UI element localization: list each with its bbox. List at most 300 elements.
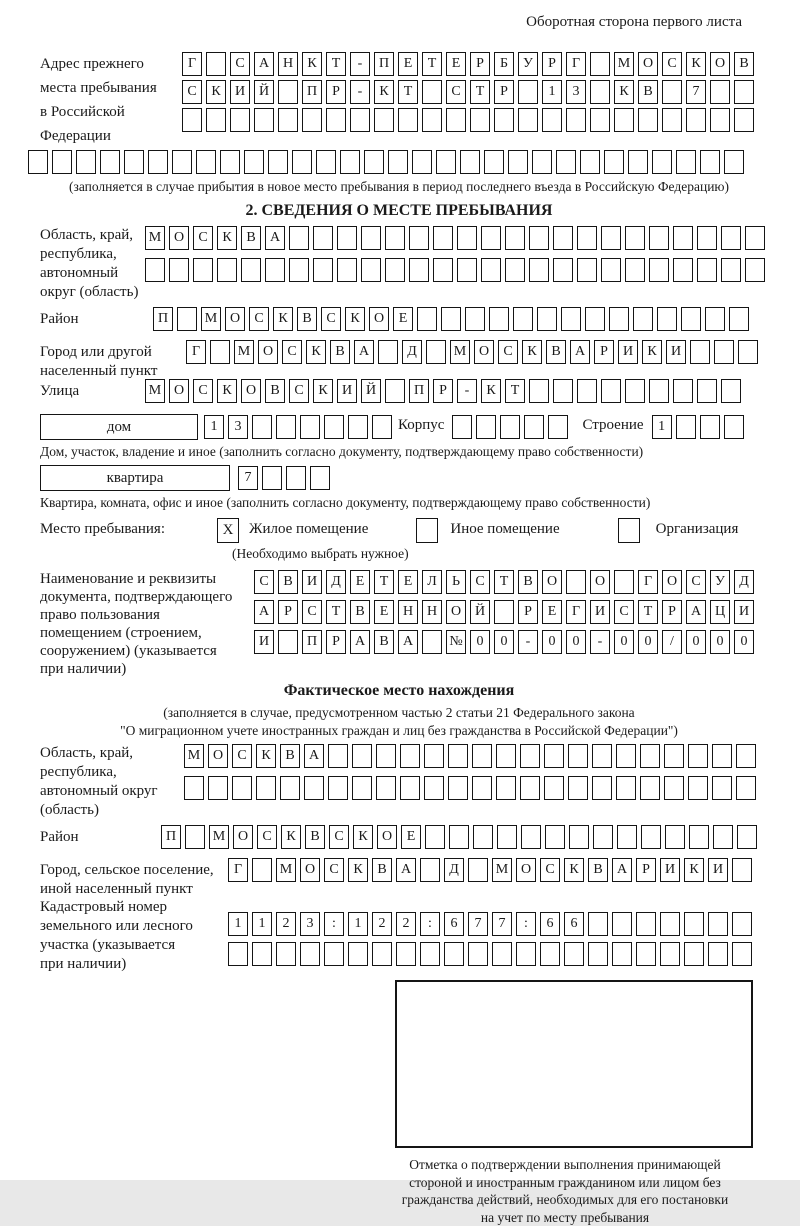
form-cell[interactable] <box>590 108 610 132</box>
form-cell[interactable] <box>736 744 756 768</box>
form-cell[interactable]: О <box>233 825 253 849</box>
form-cell[interactable]: 6 <box>564 912 584 936</box>
form-cell[interactable] <box>520 744 540 768</box>
form-cell[interactable] <box>640 744 660 768</box>
form-cell[interactable] <box>537 307 557 331</box>
form-cell[interactable] <box>422 80 442 104</box>
form-cell[interactable] <box>278 108 298 132</box>
form-cell[interactable]: А <box>612 858 632 882</box>
form-cell[interactable] <box>185 825 205 849</box>
form-cell[interactable]: 0 <box>710 630 730 654</box>
form-cell[interactable] <box>529 226 549 250</box>
form-cell[interactable] <box>553 258 573 282</box>
form-cell[interactable]: Л <box>422 570 442 594</box>
form-cell[interactable]: В <box>280 744 300 768</box>
form-cell[interactable]: С <box>289 379 309 403</box>
form-cell[interactable]: А <box>354 340 374 364</box>
form-cell[interactable] <box>420 858 440 882</box>
form-cell[interactable]: М <box>614 52 634 76</box>
form-cell[interactable] <box>569 825 589 849</box>
form-cell[interactable]: 0 <box>638 630 658 654</box>
form-cell[interactable] <box>372 415 392 439</box>
form-cell[interactable]: С <box>193 226 213 250</box>
form-cell[interactable]: С <box>254 570 274 594</box>
form-cell[interactable] <box>710 80 730 104</box>
form-cell[interactable]: С <box>302 600 322 624</box>
form-cell[interactable]: Г <box>566 600 586 624</box>
form-cell[interactable] <box>636 912 656 936</box>
form-cell[interactable]: 7 <box>686 80 706 104</box>
form-cell[interactable] <box>590 52 610 76</box>
form-cell[interactable]: К <box>348 858 368 882</box>
form-cell[interactable]: Н <box>278 52 298 76</box>
form-cell[interactable] <box>566 108 586 132</box>
form-cell[interactable] <box>497 825 517 849</box>
form-cell[interactable]: 1 <box>204 415 224 439</box>
form-cell[interactable] <box>708 912 728 936</box>
form-cell[interactable]: Е <box>398 570 418 594</box>
form-cell[interactable] <box>721 379 741 403</box>
form-cell[interactable] <box>673 258 693 282</box>
form-cell[interactable] <box>220 150 240 174</box>
form-cell[interactable] <box>276 415 296 439</box>
form-cell[interactable]: 2 <box>276 912 296 936</box>
form-cell[interactable]: 1 <box>252 912 272 936</box>
form-cell[interactable] <box>326 108 346 132</box>
form-cell[interactable] <box>614 108 634 132</box>
form-cell[interactable]: Д <box>402 340 422 364</box>
form-cell[interactable] <box>625 258 645 282</box>
form-cell[interactable]: : <box>420 912 440 936</box>
form-cell[interactable] <box>690 340 710 364</box>
form-cell[interactable]: / <box>662 630 682 654</box>
form-cell[interactable] <box>400 776 420 800</box>
checkbox-other-premises[interactable] <box>416 518 438 543</box>
form-cell[interactable] <box>481 226 501 250</box>
form-cell[interactable]: 1 <box>542 80 562 104</box>
form-cell[interactable] <box>276 942 296 966</box>
form-cell[interactable]: № <box>446 630 466 654</box>
form-cell[interactable] <box>460 150 480 174</box>
form-cell[interactable]: В <box>350 600 370 624</box>
form-cell[interactable] <box>556 150 576 174</box>
form-cell[interactable] <box>217 258 237 282</box>
form-cell[interactable] <box>210 340 230 364</box>
form-cell[interactable] <box>660 942 680 966</box>
form-cell[interactable]: С <box>257 825 277 849</box>
form-cell[interactable] <box>348 942 368 966</box>
form-cell[interactable] <box>601 258 621 282</box>
form-cell[interactable]: У <box>710 570 730 594</box>
form-cell[interactable]: А <box>304 744 324 768</box>
form-cell[interactable] <box>568 776 588 800</box>
form-cell[interactable]: К <box>306 340 326 364</box>
form-cell[interactable] <box>470 108 490 132</box>
form-cell[interactable] <box>425 825 445 849</box>
form-cell[interactable] <box>529 258 549 282</box>
form-cell[interactable] <box>712 776 732 800</box>
form-cell[interactable] <box>232 776 252 800</box>
form-cell[interactable] <box>348 415 368 439</box>
form-cell[interactable]: Б <box>494 52 514 76</box>
form-cell[interactable] <box>385 226 405 250</box>
form-cell[interactable]: И <box>708 858 728 882</box>
form-cell[interactable]: Р <box>494 80 514 104</box>
form-cell[interactable] <box>673 226 693 250</box>
form-cell[interactable] <box>385 258 405 282</box>
form-cell[interactable]: О <box>710 52 730 76</box>
form-cell[interactable] <box>465 307 485 331</box>
form-cell[interactable]: Ц <box>710 600 730 624</box>
form-cell[interactable]: М <box>209 825 229 849</box>
form-cell[interactable]: 0 <box>614 630 634 654</box>
form-cell[interactable]: С <box>540 858 560 882</box>
form-cell[interactable]: К <box>353 825 373 849</box>
form-cell[interactable] <box>444 942 464 966</box>
form-cell[interactable] <box>601 379 621 403</box>
form-cell[interactable]: В <box>241 226 261 250</box>
form-cell[interactable]: А <box>254 52 274 76</box>
form-cell[interactable] <box>364 150 384 174</box>
form-cell[interactable]: Р <box>278 600 298 624</box>
form-cell[interactable] <box>580 150 600 174</box>
form-cell[interactable]: О <box>638 52 658 76</box>
form-cell[interactable] <box>520 776 540 800</box>
form-cell[interactable]: 1 <box>652 415 672 439</box>
form-cell[interactable]: Р <box>636 858 656 882</box>
form-cell[interactable] <box>52 150 72 174</box>
form-cell[interactable] <box>400 744 420 768</box>
form-cell[interactable]: К <box>614 80 634 104</box>
form-cell[interactable]: К <box>206 80 226 104</box>
form-cell[interactable]: О <box>225 307 245 331</box>
form-cell[interactable]: К <box>374 80 394 104</box>
form-cell[interactable]: 3 <box>300 912 320 936</box>
form-cell[interactable] <box>700 415 720 439</box>
form-cell[interactable] <box>616 776 636 800</box>
form-cell[interactable]: С <box>324 858 344 882</box>
form-cell[interactable] <box>350 108 370 132</box>
form-cell[interactable]: Й <box>254 80 274 104</box>
form-cell[interactable]: С <box>232 744 252 768</box>
form-cell[interactable] <box>662 80 682 104</box>
form-cell[interactable] <box>544 744 564 768</box>
form-cell[interactable] <box>328 744 348 768</box>
form-cell[interactable] <box>684 912 704 936</box>
form-cell[interactable] <box>302 108 322 132</box>
form-cell[interactable] <box>436 150 456 174</box>
form-cell[interactable]: М <box>276 858 296 882</box>
form-cell[interactable]: В <box>330 340 350 364</box>
form-cell[interactable] <box>412 150 432 174</box>
form-cell[interactable]: О <box>474 340 494 364</box>
form-cell[interactable]: П <box>161 825 181 849</box>
form-cell[interactable] <box>378 340 398 364</box>
form-cell[interactable]: Г <box>566 52 586 76</box>
form-cell[interactable]: Т <box>326 52 346 76</box>
form-cell[interactable] <box>721 258 741 282</box>
form-cell[interactable]: - <box>518 630 538 654</box>
form-cell[interactable] <box>484 150 504 174</box>
form-cell[interactable] <box>524 415 544 439</box>
form-cell[interactable] <box>609 307 629 331</box>
form-cell[interactable]: О <box>542 570 562 594</box>
form-cell[interactable]: С <box>321 307 341 331</box>
checkbox-organization[interactable] <box>618 518 640 543</box>
form-cell[interactable] <box>206 108 226 132</box>
form-cell[interactable] <box>148 150 168 174</box>
form-cell[interactable] <box>601 226 621 250</box>
form-cell[interactable] <box>457 226 477 250</box>
form-cell[interactable] <box>636 942 656 966</box>
form-cell[interactable] <box>553 226 573 250</box>
form-cell[interactable] <box>361 258 381 282</box>
form-cell[interactable] <box>592 744 612 768</box>
form-cell[interactable] <box>612 912 632 936</box>
form-cell[interactable]: А <box>350 630 370 654</box>
form-cell[interactable]: И <box>230 80 250 104</box>
form-cell[interactable]: Д <box>444 858 464 882</box>
form-cell[interactable] <box>700 150 720 174</box>
form-cell[interactable]: М <box>201 307 221 331</box>
form-cell[interactable]: П <box>374 52 394 76</box>
form-cell[interactable]: С <box>686 570 706 594</box>
form-cell[interactable]: Е <box>350 570 370 594</box>
form-cell[interactable]: 7 <box>468 912 488 936</box>
form-cell[interactable] <box>686 108 706 132</box>
form-cell[interactable]: 3 <box>566 80 586 104</box>
form-cell[interactable] <box>254 108 274 132</box>
form-cell[interactable]: 0 <box>686 630 706 654</box>
form-cell[interactable] <box>516 942 536 966</box>
form-cell[interactable]: Т <box>326 600 346 624</box>
form-cell[interactable]: Е <box>393 307 413 331</box>
form-cell[interactable]: Р <box>470 52 490 76</box>
form-cell[interactable] <box>662 108 682 132</box>
form-cell[interactable] <box>352 776 372 800</box>
form-cell[interactable]: К <box>217 226 237 250</box>
form-cell[interactable] <box>588 912 608 936</box>
form-cell[interactable] <box>738 340 758 364</box>
form-cell[interactable] <box>337 258 357 282</box>
form-cell[interactable] <box>500 415 520 439</box>
form-cell[interactable]: К <box>217 379 237 403</box>
form-cell[interactable] <box>496 776 516 800</box>
form-cell[interactable] <box>337 226 357 250</box>
form-cell[interactable]: Д <box>734 570 754 594</box>
form-cell[interactable] <box>328 776 348 800</box>
form-cell[interactable]: А <box>254 600 274 624</box>
form-cell[interactable] <box>628 150 648 174</box>
form-cell[interactable]: Й <box>361 379 381 403</box>
form-cell[interactable]: Т <box>638 600 658 624</box>
form-cell[interactable] <box>177 307 197 331</box>
form-cell[interactable]: О <box>169 379 189 403</box>
form-cell[interactable] <box>252 415 272 439</box>
form-cell[interactable] <box>300 415 320 439</box>
form-cell[interactable]: С <box>470 570 490 594</box>
form-cell[interactable] <box>278 630 298 654</box>
form-cell[interactable] <box>286 466 306 490</box>
form-cell[interactable] <box>396 942 416 966</box>
form-cell[interactable]: О <box>241 379 261 403</box>
form-cell[interactable] <box>681 307 701 331</box>
form-cell[interactable]: О <box>377 825 397 849</box>
form-cell[interactable] <box>652 150 672 174</box>
form-cell[interactable] <box>612 942 632 966</box>
form-cell[interactable]: К <box>313 379 333 403</box>
form-cell[interactable] <box>433 226 453 250</box>
form-cell[interactable] <box>452 415 472 439</box>
form-cell[interactable] <box>590 80 610 104</box>
form-cell[interactable] <box>566 570 586 594</box>
form-cell[interactable] <box>422 630 442 654</box>
form-cell[interactable] <box>577 258 597 282</box>
form-cell[interactable]: В <box>305 825 325 849</box>
form-cell[interactable] <box>494 108 514 132</box>
form-cell[interactable] <box>505 258 525 282</box>
form-cell[interactable] <box>494 600 514 624</box>
form-cell[interactable]: И <box>254 630 274 654</box>
form-cell[interactable] <box>604 150 624 174</box>
form-cell[interactable] <box>310 466 330 490</box>
form-cell[interactable] <box>664 776 684 800</box>
form-cell[interactable] <box>388 150 408 174</box>
form-cell[interactable] <box>304 776 324 800</box>
form-cell[interactable]: В <box>265 379 285 403</box>
form-cell[interactable]: О <box>300 858 320 882</box>
form-cell[interactable] <box>230 108 250 132</box>
checkbox-residential[interactable]: X <box>217 518 239 543</box>
form-cell[interactable] <box>553 379 573 403</box>
form-cell[interactable] <box>374 108 394 132</box>
form-cell[interactable] <box>376 744 396 768</box>
form-cell[interactable] <box>625 226 645 250</box>
form-cell[interactable]: А <box>570 340 590 364</box>
form-cell[interactable]: 7 <box>492 912 512 936</box>
form-cell[interactable] <box>705 307 725 331</box>
form-cell[interactable] <box>420 942 440 966</box>
form-cell[interactable] <box>252 858 272 882</box>
form-cell[interactable] <box>617 825 637 849</box>
form-cell[interactable]: 2 <box>372 912 392 936</box>
form-cell[interactable] <box>532 150 552 174</box>
form-cell[interactable] <box>561 307 581 331</box>
form-cell[interactable] <box>640 776 660 800</box>
form-cell[interactable] <box>489 307 509 331</box>
form-cell[interactable]: В <box>297 307 317 331</box>
form-cell[interactable]: С <box>249 307 269 331</box>
form-cell[interactable] <box>513 307 533 331</box>
form-cell[interactable]: П <box>302 630 322 654</box>
form-cell[interactable]: Г <box>186 340 206 364</box>
form-cell[interactable] <box>441 307 461 331</box>
form-cell[interactable]: А <box>398 630 418 654</box>
form-cell[interactable] <box>732 942 752 966</box>
form-cell[interactable] <box>593 825 613 849</box>
form-cell[interactable]: Н <box>398 600 418 624</box>
form-cell[interactable] <box>457 258 477 282</box>
form-cell[interactable]: С <box>193 379 213 403</box>
form-cell[interactable] <box>732 912 752 936</box>
form-cell[interactable] <box>352 744 372 768</box>
form-cell[interactable]: У <box>518 52 538 76</box>
form-cell[interactable] <box>540 942 560 966</box>
form-cell[interactable] <box>729 307 749 331</box>
form-cell[interactable]: 7 <box>238 466 258 490</box>
form-cell[interactable] <box>448 744 468 768</box>
form-cell[interactable] <box>324 942 344 966</box>
form-cell[interactable] <box>472 744 492 768</box>
form-cell[interactable]: М <box>492 858 512 882</box>
form-cell[interactable] <box>724 150 744 174</box>
form-cell[interactable] <box>361 226 381 250</box>
form-cell[interactable] <box>518 80 538 104</box>
form-cell[interactable]: П <box>302 80 322 104</box>
form-cell[interactable] <box>372 942 392 966</box>
form-cell[interactable] <box>409 258 429 282</box>
form-cell[interactable]: М <box>145 226 165 250</box>
form-cell[interactable]: И <box>337 379 357 403</box>
form-cell[interactable]: П <box>409 379 429 403</box>
form-cell[interactable]: А <box>265 226 285 250</box>
form-cell[interactable] <box>424 744 444 768</box>
form-cell[interactable]: К <box>281 825 301 849</box>
form-cell[interactable] <box>265 258 285 282</box>
form-cell[interactable]: И <box>302 570 322 594</box>
form-cell[interactable]: Р <box>326 80 346 104</box>
form-cell[interactable] <box>433 258 453 282</box>
form-cell[interactable] <box>676 415 696 439</box>
form-cell[interactable]: 0 <box>734 630 754 654</box>
form-cell[interactable] <box>712 744 732 768</box>
form-cell[interactable] <box>468 942 488 966</box>
form-cell[interactable]: О <box>446 600 466 624</box>
form-cell[interactable]: : <box>324 912 344 936</box>
form-cell[interactable]: С <box>282 340 302 364</box>
form-cell[interactable] <box>496 744 516 768</box>
form-cell[interactable] <box>588 942 608 966</box>
form-cell[interactable] <box>724 415 744 439</box>
form-cell[interactable] <box>708 942 728 966</box>
form-cell[interactable]: К <box>345 307 365 331</box>
form-cell[interactable]: В <box>372 858 392 882</box>
form-cell[interactable]: Т <box>374 570 394 594</box>
form-cell[interactable]: 2 <box>396 912 416 936</box>
form-cell[interactable] <box>468 858 488 882</box>
form-cell[interactable]: О <box>590 570 610 594</box>
form-cell[interactable] <box>300 942 320 966</box>
form-cell[interactable]: К <box>302 52 322 76</box>
form-cell[interactable]: Т <box>398 80 418 104</box>
form-cell[interactable]: С <box>614 600 634 624</box>
form-cell[interactable] <box>544 776 564 800</box>
form-cell[interactable]: 6 <box>444 912 464 936</box>
form-cell[interactable]: В <box>374 630 394 654</box>
form-cell[interactable]: С <box>182 80 202 104</box>
form-cell[interactable]: Й <box>470 600 490 624</box>
form-cell[interactable]: О <box>369 307 389 331</box>
form-cell[interactable] <box>697 226 717 250</box>
form-cell[interactable]: С <box>446 80 466 104</box>
form-cell[interactable]: С <box>498 340 518 364</box>
form-cell[interactable] <box>476 415 496 439</box>
form-cell[interactable] <box>689 825 709 849</box>
form-cell[interactable] <box>182 108 202 132</box>
form-cell[interactable] <box>548 415 568 439</box>
form-cell[interactable] <box>280 776 300 800</box>
form-cell[interactable] <box>292 150 312 174</box>
